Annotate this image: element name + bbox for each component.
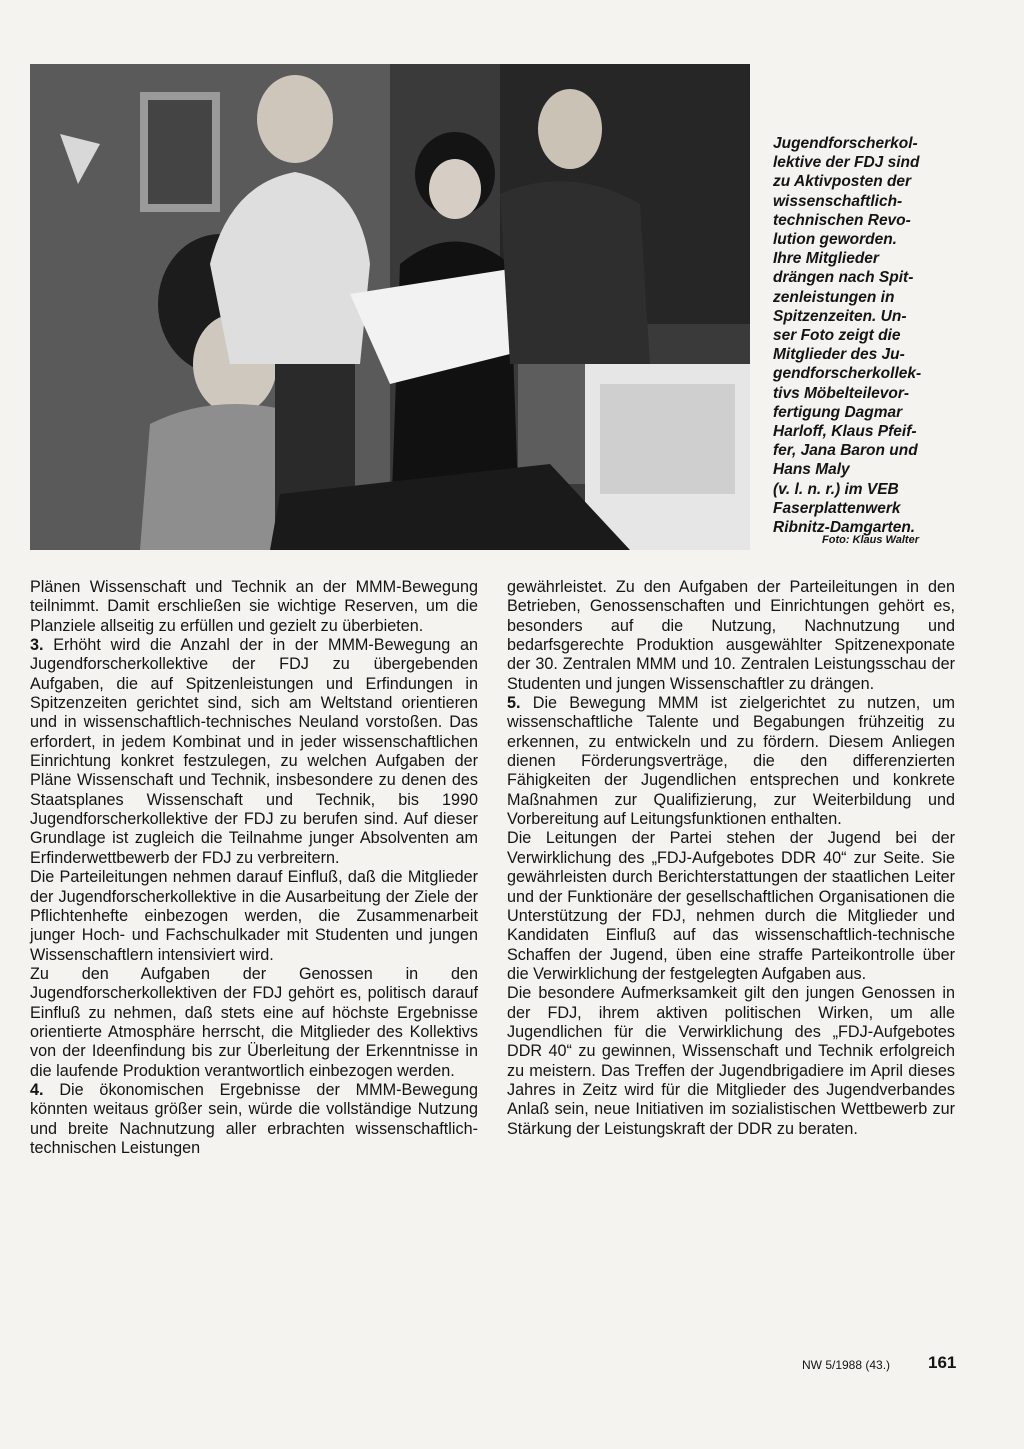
left-paragraph-3: Die Parteileitungen nehmen darauf Einfluß, daß die Mitglieder der Jugendforscherkollektive in die Ausarbeitung der Ziele der Pflichtenhefte einbezogen werden, die Zusammenarbeit junger Hoch- und Fachschulkader mit Studenten und jungen Wissenschaftlern intensiviert wird. (30, 868, 478, 964)
right-paragraph-2-text: Die Bewegung MMM ist zielgerichtet zu nutzen, um wissenschaftliche Talente und Begabungen frühzeitig zu erkennen, zu entwickeln und zu fördern. Diesem Anliegen dienen Förderungsverträge, die den differenzierten Fähigkeiten der Jugendlichen entsprechen und konkrete Maßnahmen zur Qualifizierung, zur Weiterbildung und Vorbereitung auf Leitungsfunktionen enthalten. (507, 694, 955, 829)
photo-illustration (30, 64, 750, 550)
left-paragraph-4: Zu den Aufgaben der Genossen in den Jugendforscherkollektiven der FDJ gehört es, politisch darauf Einfluß zu nehmen, daß stets eine auf höchste Ergebnisse orientierte Atmosphäre herrscht, die Mitglieder des Kollektivs von der Ideenfindung bis zur Überleitung der Erkenntnisse in die laufende Produktion verantwortlich einbezogen werden. (30, 964, 478, 1080)
photo-credit: Foto: Klaus Walter (822, 534, 919, 546)
photo-caption (773, 134, 973, 537)
item-number-5: 5. (507, 694, 521, 713)
right-paragraph-2 (507, 694, 955, 829)
left-paragraph-2 (30, 636, 478, 868)
right-paragraph-3: Die Leitungen der Partei stehen der Jugend bei der Verwirklichung des „FDJ-Aufgebotes DDR 40“ zur Seite. Sie gewährleisten durch Berichterstattungen der staatlichen Leiter und der Funktionäre der gesellschaftlichen Organisationen die Unterstützung der FDJ, nehmen durch die Mitglieder und Kandidaten Einfluß auf das wissenschaftlich-technische Schaffen der Jugend, üben eine straffe Parteikontrolle über die Verwirklichung der festgelegten Aufgaben aus. (507, 829, 955, 983)
item-number-3: 3. (30, 636, 44, 655)
article-photo (30, 64, 750, 550)
left-column (30, 578, 478, 1158)
left-paragraph-2-text: Erhöht wird die Anzahl der in der MMM-Bewegung an Jugendforscherkollektive der FDJ zu übergebenden Aufgaben, die auf Spitzenleistungen und Erfindungen in Spitzenzeiten gerichtet sind, sich am Weltstand orientieren und in wissenschaftlich-technisches Neuland vorstoßen. Das erfordert, in jedem Kombinat und in jeder wissenschaftlichen Einrichtung konkret festzulegen, zu welchen Aufgaben der Pläne Wissenschaft und Technik, insbesondere zu denen des Staatsplanes Wissenschaft und Technik, bis 1990 Jugendforscherkollektive der FDJ zu berufen sind. Auf dieser Grundlage ist zugleich die Teilnahme junger Absolventen am Erfinderwettbewerb der FDJ zu verbreitern. (30, 636, 478, 867)
left-paragraph-1: Plänen Wissenschaft und Technik an der MMM-Bewegung teilnimmt. Damit erschließen sie wichtige Reserven, um die Planziele allseitig zu erfüllen und gezielt zu überbieten. (30, 578, 478, 635)
page-number: 161 (928, 1353, 957, 1372)
left-paragraph-5 (30, 1081, 478, 1158)
caption-text: Jugendforscherkol- lektive der FDJ sind zu Aktivposten der wissenschaftlich- technischen Revo- lution geworden. Ihre Mitglieder drängen nach Spit- zenleistungen in Spitzenzeiten. Un- ser Foto zeigt die Mitglieder des Ju- gendforscherkollek- tivs Möbelteilevor- fertigung Dagmar Harloff, Klaus Pfeif- fer, Jana Baron und Hans Maly (v. l. n. r.) im VEB Faserplattenwerk Ribnitz-Damgarten. (773, 135, 922, 537)
journal-source: NW 5/1988 (43.) (802, 1358, 891, 1372)
left-paragraph-5-text: Die ökonomischen Ergebnisse der MMM-Bewegung könnten weitaus größer sein, würde die vollständige Nutzung und breite Nachnutzung aller erbrachten wissenschaftlich-technischen Leistungen (30, 1080, 478, 1157)
item-number-4: 4. (30, 1080, 44, 1099)
right-column (507, 578, 955, 1139)
right-paragraph-1: gewährleistet. Zu den Aufgaben der Parteileitungen in den Betrieben, Genossenschaften und Einrichtungen gehört es, besonders auf die Nutzung, Nachnutzung und bedarfsgerechte Produktion ausgewählter Spitzenexponate der 30. Zentralen MMM und 10. Zentralen Leistungsschau der Studenten und jungen Wissenschaftler zu drängen. (507, 578, 955, 693)
right-paragraph-4: Die besondere Aufmerksamkeit gilt den jungen Genossen in der FDJ, ihrem aktiven politischen Wirken, um alle Jugendlichen für die Verwirklichung des „FDJ-Aufgebotes DDR 40“ zu gewinnen, Wissenschaft und Technik erfolgreich zu meistern. Das Treffen der Jugendbrigadiere im April dieses Jahres in Zeitz wird für die Mitglieder des Jugendverbandes Anlaß sein, neue Initiativen im sozialistischen Wettbewerb zur Stärkung der Leistungskraft der DDR zu beraten. (507, 984, 955, 1138)
